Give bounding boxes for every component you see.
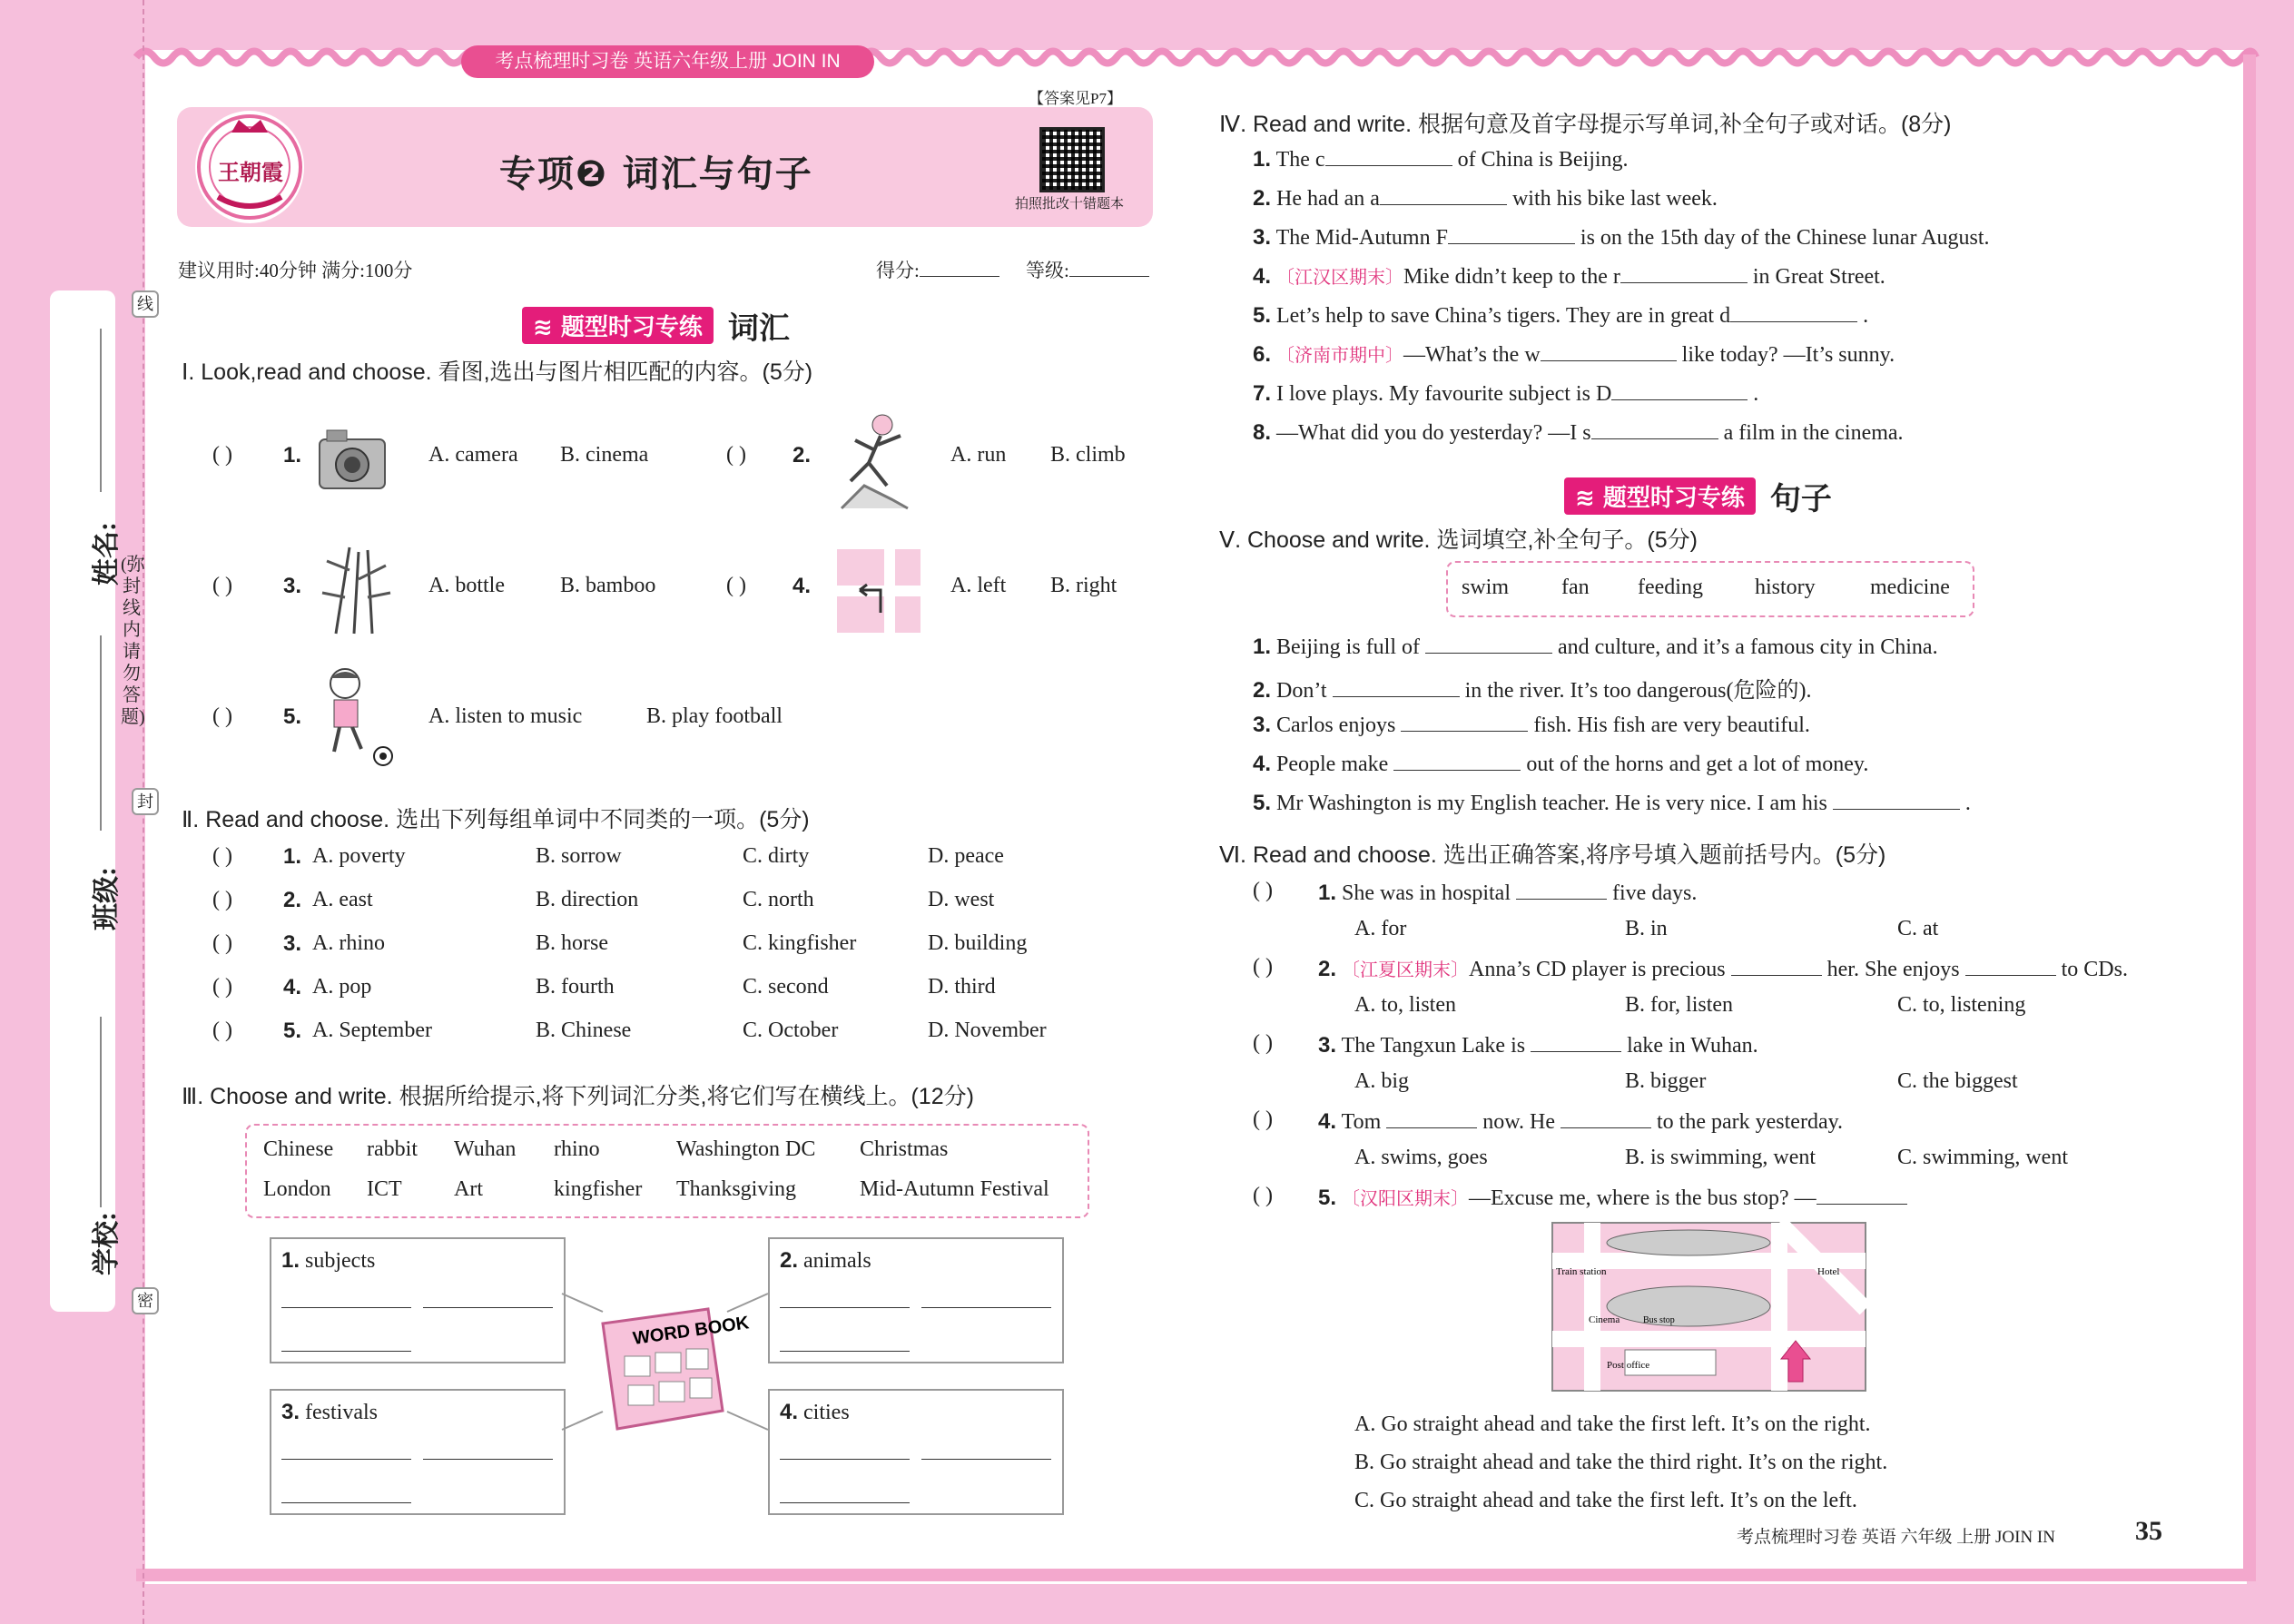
seal-note: (弥封线内请勿答题) <box>121 555 145 727</box>
time-score: 建议用时:40分钟 满分:100分 <box>178 260 413 281</box>
s5-item-2 <box>1253 672 1812 704</box>
s1-3-option-b[interactable]: B. bamboo <box>560 574 656 597</box>
s6-prompt: Tom <box>1341 1110 1382 1134</box>
s2-5-option-c[interactable]: C. October <box>743 1019 839 1042</box>
subjects-box-num: 1. <box>281 1248 300 1273</box>
s5-prompt: People make <box>1276 753 1389 776</box>
s2-3-option-c[interactable]: C. kingfisher <box>743 931 857 955</box>
series-banner: 考点梳理时习卷 英语六年级上册 JOIN IN <box>461 45 874 78</box>
s2-3-option-d[interactable]: D. building <box>928 931 1028 955</box>
s6-answer-blank[interactable] <box>1516 879 1607 900</box>
s4-item-8 <box>1253 418 1904 446</box>
s6-paren-3[interactable]: ( ) <box>1253 1031 1273 1055</box>
s4-prompt: —What’s the w <box>1403 343 1541 367</box>
s1-2-option-a[interactable]: A. run <box>950 443 1007 467</box>
name-line <box>100 329 102 492</box>
s5-num: 1. <box>1253 635 1272 659</box>
festivals-box-label: festivals <box>305 1401 378 1424</box>
festivals-box-num: 3. <box>281 1400 300 1424</box>
s2-1-option-c[interactable]: C. dirty <box>743 844 810 868</box>
s5-item-3 <box>1253 711 1810 738</box>
s1-num-1: 1. <box>283 443 302 468</box>
s2-4-option-d[interactable]: D. third <box>928 975 996 999</box>
word-bank-item: Washington DC <box>676 1137 816 1161</box>
animals-box-label: animals <box>803 1249 871 1273</box>
s5-prompt-end: in the river. It’s too dangerous(危险的). <box>1464 679 1812 703</box>
s4-num: 4. <box>1253 264 1272 289</box>
s6-answer-blank[interactable] <box>1531 1031 1621 1052</box>
s4-answer-blank[interactable] <box>1541 340 1677 361</box>
s6-question-1 <box>1318 879 1697 906</box>
s6-answer-blank-2[interactable] <box>1561 1107 1651 1128</box>
s6-prompt: —Excuse me, where is the bus stop? — <box>1469 1186 1816 1210</box>
word-bank-item: rhino <box>554 1137 600 1161</box>
section-3-heading: Ⅲ. Choose and write. 根据所给提示,将下列词汇分类,将它们写在横线上。(12分) <box>182 1084 974 1109</box>
s4-item-2 <box>1253 184 1718 212</box>
word-bank-item: kingfisher <box>554 1177 643 1201</box>
word-choice-fan: fan <box>1561 576 1590 599</box>
sentence-banner-pill: ≋ 题型时习专练 <box>1564 477 1756 515</box>
s6-question-2 <box>1318 955 2128 982</box>
logo-text: 王朝霞 <box>218 162 283 185</box>
word-bank-item: Chinese <box>263 1137 334 1161</box>
s4-item-7 <box>1253 379 1758 407</box>
s4-prompt: The Mid-Autumn F <box>1275 226 1448 250</box>
s4-num: 3. <box>1253 225 1272 250</box>
s1-3-option-a[interactable]: A. bottle <box>428 574 505 597</box>
s4-num: 6. <box>1253 342 1272 367</box>
qr-code[interactable] <box>1039 127 1105 192</box>
s4-prompt: The c <box>1275 148 1325 172</box>
s1-paren-3[interactable]: ( ) <box>212 574 232 597</box>
s5-answer-blank[interactable] <box>1401 711 1528 732</box>
s4-answer-blank[interactable] <box>1380 184 1507 205</box>
word-bank-item: Christmas <box>860 1137 949 1161</box>
school-label: 学校: <box>92 1212 122 1275</box>
s4-prompt-end: in Great Street. <box>1752 265 1885 289</box>
s2-2-option-c[interactable]: C. north <box>743 888 814 911</box>
footer-text: 考点梳理时习卷 英语 六年级 上册 JOIN IN <box>1737 1528 2055 1547</box>
word-bank-item: London <box>263 1177 331 1201</box>
animals-box-title <box>780 1248 871 1274</box>
s4-num: 8. <box>1253 420 1272 445</box>
s2-4-option-a[interactable]: A. pop <box>312 975 372 999</box>
s6-paren-5[interactable]: ( ) <box>1253 1184 1273 1207</box>
cities-box-label: cities <box>803 1401 850 1424</box>
s5-item-4 <box>1253 750 1868 777</box>
top-wave-border <box>136 45 2256 69</box>
s6-2-option-a[interactable]: A. to, listen <box>1354 993 1456 1017</box>
animals-box-num: 2. <box>780 1248 799 1273</box>
s6-5-option-c[interactable]: C. Go straight ahead and take the first left. It’s on the left. <box>1354 1489 1857 1512</box>
s2-4-option-c[interactable]: C. second <box>743 975 829 999</box>
s6-2-option-c[interactable]: C. to, listening <box>1897 993 2026 1017</box>
s6-1-option-b[interactable]: B. in <box>1625 917 1668 940</box>
word-book-picture <box>599 1305 751 1432</box>
word-bank-item: Thanksgiving <box>676 1177 796 1201</box>
s5-prompt: Don’t <box>1276 679 1327 703</box>
s6-num: 1. <box>1318 881 1337 905</box>
s5-prompt-end: out of the horns and get a lot of money. <box>1526 753 1869 776</box>
s6-answer-blank[interactable] <box>1731 955 1822 976</box>
name-label: 姓名: <box>92 522 122 586</box>
s6-num: 2. <box>1318 957 1337 981</box>
bottom-wave-border <box>136 1563 2256 1587</box>
s1-5-option-b[interactable]: B. play football <box>646 704 783 728</box>
sentence-banner-word: 句子 <box>1769 481 1832 517</box>
s2-2-option-b[interactable]: B. direction <box>536 888 639 911</box>
s2-paren-2[interactable]: ( ) <box>212 888 232 911</box>
bamboo-picture <box>318 543 395 638</box>
subjects-box-title <box>281 1248 375 1274</box>
s5-prompt: Beijing is full of <box>1276 635 1421 659</box>
page-number: 35 <box>2135 1516 2162 1546</box>
s6-3-option-c[interactable]: C. the biggest <box>1897 1069 2018 1093</box>
s1-paren-4[interactable]: ( ) <box>726 574 746 597</box>
s4-item-1 <box>1253 145 1629 172</box>
answer-line-box3-1[interactable] <box>281 1459 411 1460</box>
s2-2-option-a[interactable]: A. east <box>312 888 373 911</box>
answer-line-box1-2[interactable] <box>423 1307 553 1308</box>
s4-source-tag: 〔江汉区期末〕 <box>1276 268 1404 288</box>
s5-answer-blank[interactable] <box>1333 676 1460 697</box>
seal-mark-secret: 密 <box>132 1287 159 1314</box>
s4-num: 7. <box>1253 381 1272 406</box>
s6-question-5 <box>1318 1184 1913 1211</box>
s6-prompt: The Tangxun Lake is <box>1341 1034 1526 1058</box>
s2-paren-3[interactable]: ( ) <box>212 931 232 955</box>
s2-paren-5[interactable]: ( ) <box>212 1019 232 1042</box>
left-turn-sign-picture <box>837 549 921 633</box>
s6-answer-blank-2[interactable] <box>1965 955 2056 976</box>
s5-prompt: Carlos enjoys <box>1276 714 1396 737</box>
word-bank-item: Wuhan <box>454 1137 517 1161</box>
subjects-box-label: subjects <box>305 1249 376 1273</box>
s5-num: 4. <box>1253 752 1272 776</box>
s2-3-option-b[interactable]: B. horse <box>536 931 608 955</box>
s1-num-2: 2. <box>793 443 812 468</box>
word-bank-item: Art <box>454 1177 483 1201</box>
s4-prompt-end: . <box>1863 304 1869 328</box>
answer-line-box2-1[interactable] <box>780 1307 910 1308</box>
answer-line-box4-3[interactable] <box>780 1502 910 1503</box>
s5-prompt: Mr Washington is my English teacher. He is very nice. I am his <box>1276 792 1827 815</box>
s2-5-option-a[interactable]: A. September <box>312 1019 432 1042</box>
section-4-heading: Ⅳ. Read and write. 根据句意及首字母提示写单词,补全句子或对话。(8分) <box>1219 112 1952 137</box>
seal-mark-seal: 封 <box>132 788 159 815</box>
s4-prompt-end: with his bike last week. <box>1511 187 1718 211</box>
s6-4-option-a[interactable]: A. swims, goes <box>1354 1146 1488 1169</box>
climbing-person-picture <box>837 408 910 513</box>
s2-5-option-d[interactable]: D. November <box>928 1019 1047 1042</box>
s4-prompt: —What did you do yesterday? —I s <box>1276 421 1591 445</box>
s6-paren-2[interactable]: ( ) <box>1253 955 1273 979</box>
s5-num: 2. <box>1253 678 1272 703</box>
s6-4-option-b[interactable]: B. is swimming, went <box>1625 1146 1816 1169</box>
s4-num: 2. <box>1253 186 1272 211</box>
s4-answer-blank[interactable] <box>1448 223 1575 244</box>
s5-item-1 <box>1253 633 1938 660</box>
s5-item-5 <box>1253 789 1971 816</box>
s2-1-option-a[interactable]: A. poverty <box>312 844 406 868</box>
s1-num-5: 5. <box>283 704 302 729</box>
s2-1-option-b[interactable]: B. sorrow <box>536 844 622 868</box>
grade-label: 等级: <box>1026 260 1069 281</box>
s6-paren-4[interactable]: ( ) <box>1253 1107 1273 1131</box>
s1-1-option-b[interactable]: B. cinema <box>560 443 649 467</box>
s2-5-option-b[interactable]: B. Chinese <box>536 1019 632 1042</box>
s1-2-option-b[interactable]: B. climb <box>1050 443 1126 467</box>
s6-5-option-b[interactable]: B. Go straight ahead and take the third right. It’s on the right. <box>1354 1451 1888 1474</box>
s6-num: 4. <box>1318 1109 1337 1134</box>
s6-prompt-end: five days. <box>1612 881 1698 905</box>
s4-prompt-end: a film in the cinema. <box>1723 421 1904 445</box>
s2-paren-4[interactable]: ( ) <box>212 975 232 999</box>
s4-prompt-end: like today? —It’s sunny. <box>1681 343 1895 367</box>
s2-num-1: 1. <box>283 844 302 869</box>
s4-answer-blank[interactable] <box>1591 418 1718 439</box>
vocab-banner-word: 词汇 <box>727 310 790 347</box>
s4-num: 1. <box>1253 147 1272 172</box>
s4-prompt: Mike didn’t keep to the r <box>1403 265 1620 289</box>
s1-num-3: 3. <box>283 574 302 598</box>
s5-prompt-end: . <box>1964 792 1971 815</box>
s4-source-tag: 〔济南市期中〕 <box>1276 346 1404 366</box>
s5-answer-blank[interactable] <box>1425 633 1552 654</box>
grade-blank[interactable] <box>1069 256 1149 277</box>
s1-1-option-a[interactable]: A. camera <box>428 443 518 467</box>
vocab-banner-pill: ≋ 题型时习专练 <box>522 307 714 344</box>
map-bus-label: Bus stop <box>1643 1315 1675 1325</box>
s1-4-option-b[interactable]: B. right <box>1050 574 1117 597</box>
word-choice-swim: swim <box>1462 576 1510 599</box>
map-cinema-label: Cinema <box>1589 1314 1620 1325</box>
score-blank[interactable] <box>920 256 999 277</box>
s5-num: 3. <box>1253 713 1272 737</box>
s4-item-6 <box>1253 340 1895 368</box>
s2-num-4: 4. <box>283 975 302 999</box>
s6-question-3 <box>1318 1031 1758 1058</box>
grade-field[interactable] <box>1026 256 1149 283</box>
s4-num: 5. <box>1253 303 1272 328</box>
s6-prompt-mid: now. He <box>1482 1110 1556 1134</box>
answer-line-box1-1[interactable] <box>281 1307 411 1308</box>
s6-source-tag: 〔汉阳区期末〕 <box>1342 1189 1470 1209</box>
cities-box-num: 4. <box>780 1400 799 1424</box>
s6-question-4 <box>1318 1107 1843 1135</box>
section-5-heading: Ⅴ. Choose and write. 选词填空,补全句子。(5分) <box>1219 527 1698 553</box>
s4-answer-blank[interactable] <box>1325 145 1452 166</box>
word-choice-history: history <box>1755 576 1816 599</box>
score-field[interactable] <box>876 256 999 283</box>
sentence-banner <box>1564 474 1832 518</box>
s2-num-3: 3. <box>283 931 302 956</box>
s6-answer-blank[interactable] <box>1386 1107 1477 1128</box>
s5-prompt-end: fish. His fish are very beautiful. <box>1533 714 1810 737</box>
s6-3-option-b[interactable]: B. bigger <box>1625 1069 1707 1093</box>
s5-answer-blank[interactable] <box>1833 789 1960 810</box>
s6-4-option-c[interactable]: C. swimming, went <box>1897 1146 2069 1169</box>
s1-paren-5[interactable]: ( ) <box>212 704 232 728</box>
s4-prompt-end: is on the 15th day of the Chinese lunar August. <box>1580 226 1990 250</box>
s6-3-option-a[interactable]: A. big <box>1354 1069 1409 1093</box>
s1-paren-1[interactable]: ( ) <box>212 443 232 467</box>
word-bank-item: rabbit <box>367 1137 418 1161</box>
answer-line-box2-3[interactable] <box>780 1351 910 1352</box>
s6-prompt-end: to the park yesterday. <box>1657 1110 1844 1134</box>
answer-line-box3-2[interactable] <box>423 1459 553 1460</box>
s4-prompt-end: . <box>1753 382 1759 406</box>
s1-4-option-a[interactable]: A. left <box>950 574 1007 597</box>
seal-mark-line: 线 <box>132 290 159 318</box>
s6-paren-1[interactable]: ( ) <box>1253 879 1273 902</box>
s5-num: 5. <box>1253 791 1272 815</box>
s6-prompt-end: lake in Wuhan. <box>1627 1034 1758 1058</box>
s2-2-option-d[interactable]: D. west <box>928 888 995 911</box>
word-choice-feeding: feeding <box>1638 576 1703 599</box>
vocab-banner <box>522 303 790 348</box>
section-1-heading: Ⅰ. Look,read and choose. 看图,选出与图片相匹配的内容。(5分) <box>182 359 813 385</box>
binding-strip <box>50 290 115 1312</box>
s4-item-4 <box>1253 262 1885 290</box>
festivals-box-title <box>281 1400 378 1425</box>
camera-picture <box>316 427 390 492</box>
section-6-heading: Ⅵ. Read and choose. 选出正确答案,将序号填入题前括号内。(5分) <box>1219 842 1886 868</box>
s6-num: 5. <box>1318 1186 1337 1210</box>
s4-prompt: Let’s help to save China’s tigers. They are in great d <box>1276 304 1731 328</box>
s6-num: 3. <box>1318 1033 1337 1058</box>
s6-source-tag: 〔江夏区期末〕 <box>1342 960 1470 980</box>
page-title: 专项❷ 词汇与句子 <box>499 153 813 195</box>
s4-answer-blank[interactable] <box>1620 262 1748 283</box>
word-bank-item: Mid-Autumn Festival <box>860 1177 1049 1201</box>
map-hotel-label: Hotel <box>1817 1266 1840 1277</box>
s6-2-option-b[interactable]: B. for, listen <box>1625 993 1734 1017</box>
word-bank-item: ICT <box>367 1177 402 1201</box>
score-label: 得分: <box>876 260 920 281</box>
word-choice-medicine: medicine <box>1870 576 1950 599</box>
s6-5-option-a[interactable]: A. Go straight ahead and take the first left. It’s on the right. <box>1354 1412 1871 1436</box>
s5-answer-blank[interactable] <box>1393 750 1521 771</box>
section-2-heading: Ⅱ. Read and choose. 选出下列每组单词中不同类的一项。(5分) <box>182 807 810 832</box>
s2-4-option-b[interactable]: B. fourth <box>536 975 615 999</box>
answer-line-box4-2[interactable] <box>921 1459 1051 1460</box>
answer-line-box4-1[interactable] <box>780 1459 910 1460</box>
s2-num-2: 2. <box>283 888 302 912</box>
word-book-text: WORD BOOK <box>631 1313 751 1350</box>
qr-caption: 拍照批改十错题本 <box>1015 196 1125 212</box>
s4-item-5 <box>1253 301 1868 329</box>
s2-3-option-a[interactable]: A. rhino <box>312 931 385 955</box>
s2-num-5: 5. <box>283 1019 302 1043</box>
answer-line-box3-3[interactable] <box>281 1502 411 1503</box>
s6-prompt: She was in hospital <box>1342 881 1511 905</box>
s2-1-option-d[interactable]: D. peace <box>928 844 1004 868</box>
school-line <box>100 1017 102 1207</box>
s1-paren-2[interactable]: ( ) <box>726 443 746 467</box>
map-train-label: Train station <box>1556 1266 1607 1277</box>
s4-prompt: I love plays. My favourite subject is D <box>1276 382 1612 406</box>
s4-prompt: He had an a <box>1276 187 1380 211</box>
boy-with-football-picture <box>318 665 395 770</box>
s4-answer-blank[interactable] <box>1611 379 1748 400</box>
s1-num-4: 4. <box>793 574 812 598</box>
s6-prompt: Anna’s CD player is precious <box>1469 958 1726 981</box>
cities-box-title <box>780 1400 850 1425</box>
answer-reference: 【答案见P7】 <box>1029 90 1122 107</box>
s4-answer-blank[interactable] <box>1730 301 1857 322</box>
s6-prompt-end: to CDs. <box>2061 958 2128 981</box>
s5-prompt-end: and culture, and it’s a famous city in China. <box>1558 635 1938 659</box>
answer-line-box1-3[interactable] <box>281 1351 411 1352</box>
map-post-label: Post office <box>1607 1360 1650 1371</box>
street-map-picture <box>1552 1223 1866 1391</box>
s6-prompt-mid: her. She enjoys <box>1826 958 1960 981</box>
right-wave-border <box>2238 54 2261 1570</box>
s4-item-3 <box>1253 223 1990 251</box>
answer-line-box2-2[interactable] <box>921 1307 1051 1308</box>
s6-answer-blank[interactable] <box>1816 1184 1907 1205</box>
s2-paren-1[interactable]: ( ) <box>212 844 232 868</box>
s6-1-option-c[interactable]: C. at <box>1897 917 1939 940</box>
s1-5-option-a[interactable]: A. listen to music <box>428 704 583 728</box>
s4-prompt-end: of China is Beijing. <box>1457 148 1629 172</box>
class-label: 班级: <box>92 867 122 930</box>
s6-1-option-a[interactable]: A. for <box>1354 917 1407 940</box>
class-line <box>100 635 102 831</box>
